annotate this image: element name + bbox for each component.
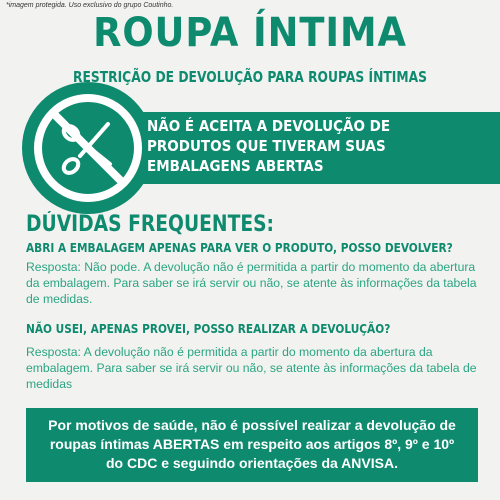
notice-line: EMBALAGENS ABERTAS (147, 157, 324, 175)
footer-line: do CDC e seguindo orientações da ANVISA. (106, 455, 398, 471)
faq-answer: Resposta: Não pode. A devolução não é permitida a partir do momento da abertura da embalagem. Para saber se irá servir ou não, se atente às informações da tabela de medidas. (26, 260, 477, 306)
page-subtitle: RESTRIÇÃO DE DEVOLUÇÃO PARA ROUPAS ÍNTIMAS (72, 68, 427, 86)
disclaimer-text: *imagem protegida. Uso exclusivo do grupo Coutinho. (6, 2, 174, 9)
footer-text (30, 416, 474, 473)
notice-line: NÃO É ACEITA A DEVOLUÇÃO DE (147, 117, 391, 135)
faq-question: NÃO USEI, APENAS PROVEI, POSSO REALIZAR A DEVOLUÇÃO? (26, 322, 391, 336)
notice-text (147, 116, 444, 176)
page-title: ROUPA ÍNTIMA (93, 10, 407, 56)
faq-question: ABRI A EMBALAGEM APENAS PARA VER O PRODUTO, POSSO DEVOLVER? (26, 241, 453, 255)
footer-line: Por motivos de saúde, não é possível realizar a devolução de (48, 417, 456, 433)
footer-line: roupas íntimas ABERTAS em respeito aos artigos 8º, 9º e 10º (49, 436, 455, 452)
faq-heading: DÚVIDAS FREQUENTES: (26, 212, 275, 237)
notice-line: PRODUTOS QUE TIVERAM SUAS (147, 137, 386, 155)
no-scissors-icon (20, 80, 156, 216)
faq-answer: Resposta: A devolução não é permitida a partir do momento da abertura da embalagem. Para saber se irá servir ou não, se atente às informações da tabela de medidas (26, 345, 477, 391)
